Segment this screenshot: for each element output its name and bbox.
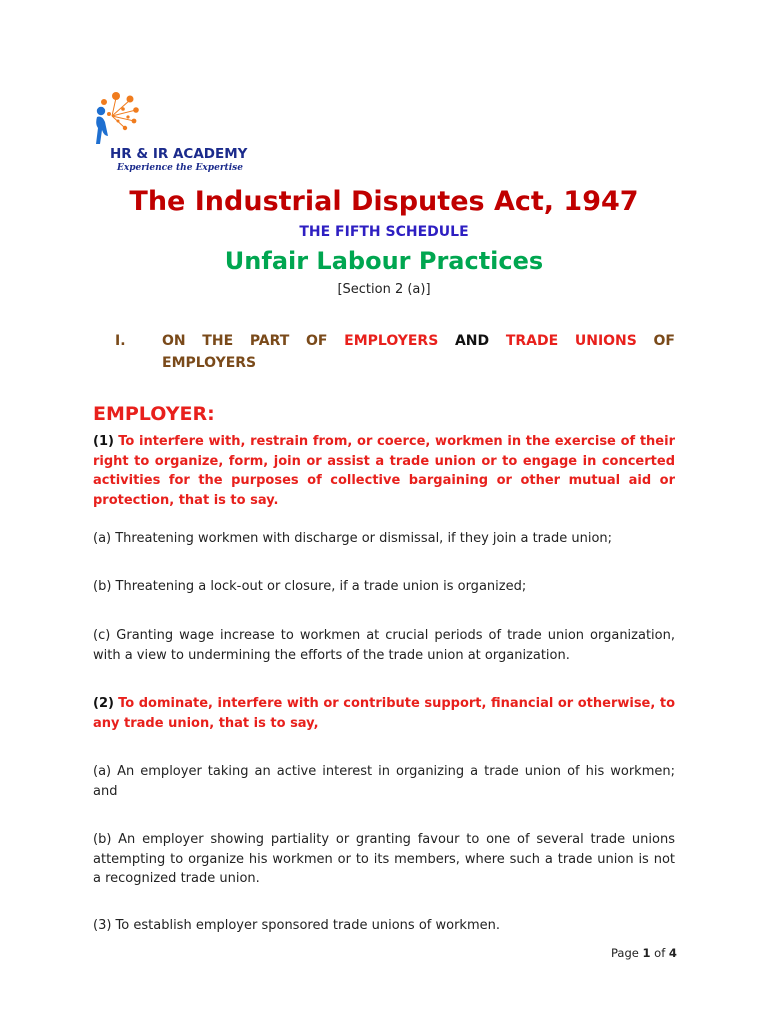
part-word-employers: EMPLOYERS: [344, 333, 439, 349]
clause-number: (2): [93, 696, 114, 711]
roman-numeral: I.: [115, 333, 126, 349]
logo-tagline: Experience the Expertise: [117, 163, 243, 173]
part-word: ON: [162, 333, 186, 349]
part-word: PART: [249, 333, 290, 349]
current-page: 1: [642, 946, 651, 960]
part-word-and: AND: [454, 333, 490, 349]
of-label: of: [654, 946, 666, 960]
clause-2a: (a) An employer taking an active interest in organizing a trade union of his workmen; and: [93, 764, 675, 799]
part-word: OF: [306, 333, 328, 349]
clause-text: To dominate, interfere with or contribute support, financial or otherwise, to any trade union, that is to say,: [93, 696, 675, 731]
page-label: Page: [611, 946, 639, 960]
logo-name: HR & IR ACADEMY: [110, 146, 248, 162]
part-word-trade: TRADE: [505, 333, 559, 349]
part-word: THE: [202, 333, 234, 349]
clause-3: (3) To establish employer sponsored trade unions of workmen.: [93, 918, 500, 933]
total-pages: 4: [668, 946, 677, 960]
part-heading-line2: EMPLOYERS: [162, 355, 257, 371]
schedule-subtitle: THE FIFTH SCHEDULE: [299, 224, 469, 240]
document-title: The Industrial Disputes Act, 1947: [129, 186, 639, 217]
clause-1: [93, 432, 675, 510]
section-heading: Unfair Labour Practices: [224, 247, 544, 275]
section-reference: [Section 2 (a)]: [337, 282, 431, 297]
part-heading-line1: [162, 330, 675, 352]
clause-1a: (a) Threatening workmen with discharge or dismissal, if they join a trade union;: [93, 531, 613, 546]
clause-text: To interfere with, restrain from, or coerce, workmen in the exercise of their right to organize, form, join or assist a trade union or to engage in concerted activities for the purposes of collective bargaining or other mutual aid or protection, that is to say.: [93, 434, 675, 508]
academy-logo: [92, 92, 252, 180]
clause-1b: (b) Threatening a lock-out or closure, if a trade union is organized;: [93, 579, 527, 594]
page-number: [611, 946, 677, 960]
part-word: OF: [653, 333, 675, 349]
part-word-unions: UNIONS: [574, 333, 637, 349]
clause-number: (1): [93, 434, 114, 449]
clause-1c: (c) Granting wage increase to workmen at crucial periods of trade union organization, with a view to undermining the efforts of the trade union at organization.: [93, 628, 675, 663]
employer-heading: EMPLOYER:: [93, 403, 215, 425]
clause-2b: (b) An employer showing partiality or granting favour to one of several trade unions attempting to organize his workmen or to its members, where such a trade union is not a recognized trade union.: [93, 832, 675, 886]
clause-2: [93, 694, 675, 733]
